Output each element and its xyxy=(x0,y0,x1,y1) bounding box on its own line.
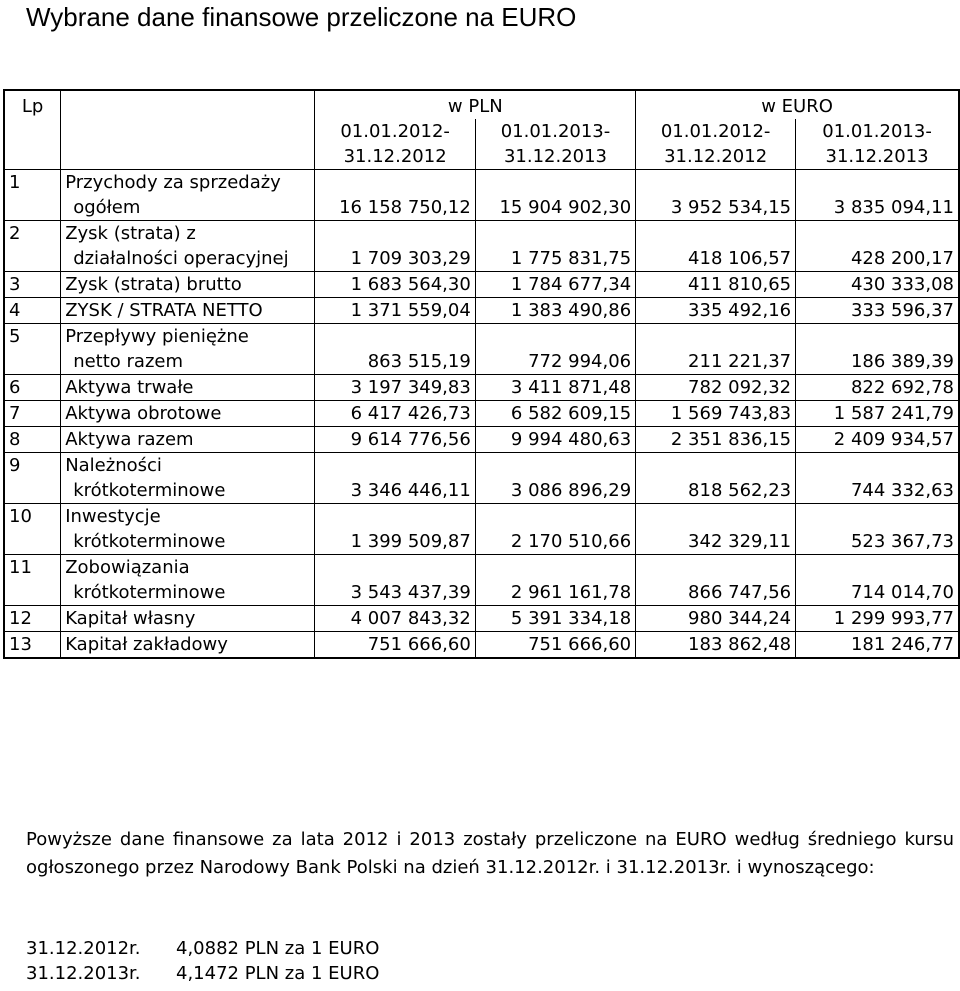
group-header-eur: w EURO xyxy=(636,91,959,119)
value-cell: 3 086 896,29 xyxy=(476,453,636,504)
value-cell: 3 197 349,83 xyxy=(315,375,475,401)
page-title: Wybrane dane finansowe przeliczone na EURO xyxy=(26,2,577,32)
table-row xyxy=(5,324,959,375)
value-cell: 782 092,32 xyxy=(636,375,796,401)
row-number: 3 xyxy=(5,272,61,298)
period-end: 31.12.2013 xyxy=(825,146,929,167)
group-header-pln: w PLN xyxy=(315,91,636,119)
value-cell: 16 158 750,12 xyxy=(315,170,475,221)
value-cell: 1 709 303,29 xyxy=(315,221,475,272)
table-row xyxy=(5,272,959,298)
value-cell: 411 810,65 xyxy=(636,272,796,298)
value-cell: 2 961 161,78 xyxy=(476,555,636,606)
row-label xyxy=(61,272,315,298)
row-label-line: krótkoterminowe xyxy=(73,480,226,501)
row-label-line: krótkoterminowe xyxy=(73,582,226,603)
value-cell: 9 614 776,56 xyxy=(315,427,475,453)
table-row xyxy=(5,632,959,658)
value-cell: 183 862,48 xyxy=(636,632,796,658)
period-header xyxy=(476,119,636,170)
period-end: 31.12.2012 xyxy=(664,146,768,167)
row-number: 2 xyxy=(5,221,61,272)
row-label-line: Zysk (strata) z xyxy=(65,223,196,244)
value-cell: 211 221,37 xyxy=(636,324,796,375)
value-cell: 9 994 480,63 xyxy=(476,427,636,453)
value-cell: 714 014,70 xyxy=(796,555,959,606)
row-number: 9 xyxy=(5,453,61,504)
row-label xyxy=(61,427,315,453)
period-header xyxy=(636,119,796,170)
row-label-line: Zysk (strata) brutto xyxy=(65,274,242,295)
value-cell: 3 346 446,11 xyxy=(315,453,475,504)
value-cell: 418 106,57 xyxy=(636,221,796,272)
value-cell: 2 351 836,15 xyxy=(636,427,796,453)
row-label xyxy=(61,324,315,375)
row-label xyxy=(61,606,315,632)
period-end: 31.12.2012 xyxy=(343,146,447,167)
value-cell: 342 329,11 xyxy=(636,504,796,555)
value-cell: 3 952 534,15 xyxy=(636,170,796,221)
rate-value: 4,1472 PLN za 1 EURO xyxy=(176,963,380,984)
row-label-line: Należności xyxy=(65,455,162,476)
table-row xyxy=(5,221,959,272)
rate-row xyxy=(26,936,379,961)
table-row xyxy=(5,504,959,555)
table-row xyxy=(5,298,959,324)
rate-row xyxy=(26,961,379,986)
value-cell: 181 246,77 xyxy=(796,632,959,658)
value-cell: 1 569 743,83 xyxy=(636,401,796,427)
row-number: 4 xyxy=(5,298,61,324)
value-cell: 1 383 490,86 xyxy=(476,298,636,324)
row-number: 11 xyxy=(5,555,61,606)
value-cell: 186 389,39 xyxy=(796,324,959,375)
value-cell: 3 543 437,39 xyxy=(315,555,475,606)
value-cell: 772 994,06 xyxy=(476,324,636,375)
row-label xyxy=(61,221,315,272)
period-end: 31.12.2013 xyxy=(503,146,607,167)
row-label-line: Kapitał zakładowy xyxy=(65,634,228,655)
table-row xyxy=(5,606,959,632)
value-cell: 863 515,19 xyxy=(315,324,475,375)
value-cell: 1 399 509,87 xyxy=(315,504,475,555)
exchange-rates xyxy=(26,936,379,986)
row-label xyxy=(61,453,315,504)
row-label-line: krótkoterminowe xyxy=(73,531,226,552)
row-number: 6 xyxy=(5,375,61,401)
value-cell: 3 411 871,48 xyxy=(476,375,636,401)
value-cell: 1 784 677,34 xyxy=(476,272,636,298)
value-cell: 751 666,60 xyxy=(315,632,475,658)
row-label-line: Przychody za sprzedaży xyxy=(65,172,281,193)
row-number: 8 xyxy=(5,427,61,453)
rate-value: 4,0882 PLN za 1 EURO xyxy=(176,938,380,959)
row-label-line: Aktywa obrotowe xyxy=(65,403,222,424)
name-header xyxy=(61,91,315,170)
value-cell: 15 904 902,30 xyxy=(476,170,636,221)
table-row xyxy=(5,401,959,427)
row-label xyxy=(61,555,315,606)
period-header xyxy=(796,119,959,170)
row-label-line: Zobowiązania xyxy=(65,557,190,578)
value-cell: 6 582 609,15 xyxy=(476,401,636,427)
row-label-line: Aktywa trwałe xyxy=(65,377,194,398)
value-cell: 2 409 934,57 xyxy=(796,427,959,453)
row-number: 12 xyxy=(5,606,61,632)
row-label-line: netto razem xyxy=(73,351,184,372)
value-cell: 4 007 843,32 xyxy=(315,606,475,632)
table-row xyxy=(5,170,959,221)
financial-data-table xyxy=(3,89,960,659)
period-start: 01.01.2013- xyxy=(822,121,932,142)
value-cell: 6 417 426,73 xyxy=(315,401,475,427)
row-label-line: Aktywa razem xyxy=(65,429,194,450)
row-label-line: Przepływy pieniężne xyxy=(65,326,249,347)
row-number: 1 xyxy=(5,170,61,221)
row-label xyxy=(61,401,315,427)
row-label-line: Kapitał własny xyxy=(65,608,196,629)
row-label-line: ogółem xyxy=(73,197,141,218)
row-label xyxy=(61,298,315,324)
value-cell: 333 596,37 xyxy=(796,298,959,324)
period-header xyxy=(315,119,475,170)
value-cell: 866 747,56 xyxy=(636,555,796,606)
table-header-group-row xyxy=(5,91,959,119)
row-label-line: Inwestycje xyxy=(65,506,161,527)
value-cell: 430 333,08 xyxy=(796,272,959,298)
rate-date: 31.12.2013r. xyxy=(26,963,141,984)
row-label xyxy=(61,504,315,555)
value-cell: 428 200,17 xyxy=(796,221,959,272)
lp-header: Lp xyxy=(5,91,61,170)
value-cell: 1 775 831,75 xyxy=(476,221,636,272)
value-cell: 744 332,63 xyxy=(796,453,959,504)
table-row xyxy=(5,555,959,606)
row-label-line: ZYSK / STRATA NETTO xyxy=(65,300,263,321)
table-row xyxy=(5,453,959,504)
value-cell: 335 492,16 xyxy=(636,298,796,324)
value-cell: 523 367,73 xyxy=(796,504,959,555)
row-number: 5 xyxy=(5,324,61,375)
value-cell: 5 391 334,18 xyxy=(476,606,636,632)
row-number: 7 xyxy=(5,401,61,427)
row-number: 13 xyxy=(5,632,61,658)
row-label xyxy=(61,375,315,401)
value-cell: 1 299 993,77 xyxy=(796,606,959,632)
row-number: 10 xyxy=(5,504,61,555)
table-row xyxy=(5,375,959,401)
row-label xyxy=(61,632,315,658)
value-cell: 1 683 564,30 xyxy=(315,272,475,298)
period-start: 01.01.2012- xyxy=(660,121,771,142)
conversion-note: Powyższe dane finansowe za lata 2012 i 2013 zostały przeliczone na EURO według średniego kursu ogłoszonego przez Narodowy Bank Polski na dzień 31.12.2012r. i 31.12.2013r. i wynoszącego: xyxy=(26,829,954,878)
rate-date: 31.12.2012r. xyxy=(26,938,141,959)
row-label xyxy=(61,170,315,221)
value-cell: 3 835 094,11 xyxy=(796,170,959,221)
value-cell: 2 170 510,66 xyxy=(476,504,636,555)
value-cell: 1 587 241,79 xyxy=(796,401,959,427)
value-cell: 980 344,24 xyxy=(636,606,796,632)
table-row xyxy=(5,427,959,453)
period-start: 01.01.2012- xyxy=(340,121,450,142)
row-label-line: działalności operacyjnej xyxy=(73,248,289,269)
value-cell: 751 666,60 xyxy=(476,632,636,658)
period-start: 01.01.2013- xyxy=(500,121,611,142)
value-cell: 1 371 559,04 xyxy=(315,298,475,324)
value-cell: 822 692,78 xyxy=(796,375,959,401)
value-cell: 818 562,23 xyxy=(636,453,796,504)
